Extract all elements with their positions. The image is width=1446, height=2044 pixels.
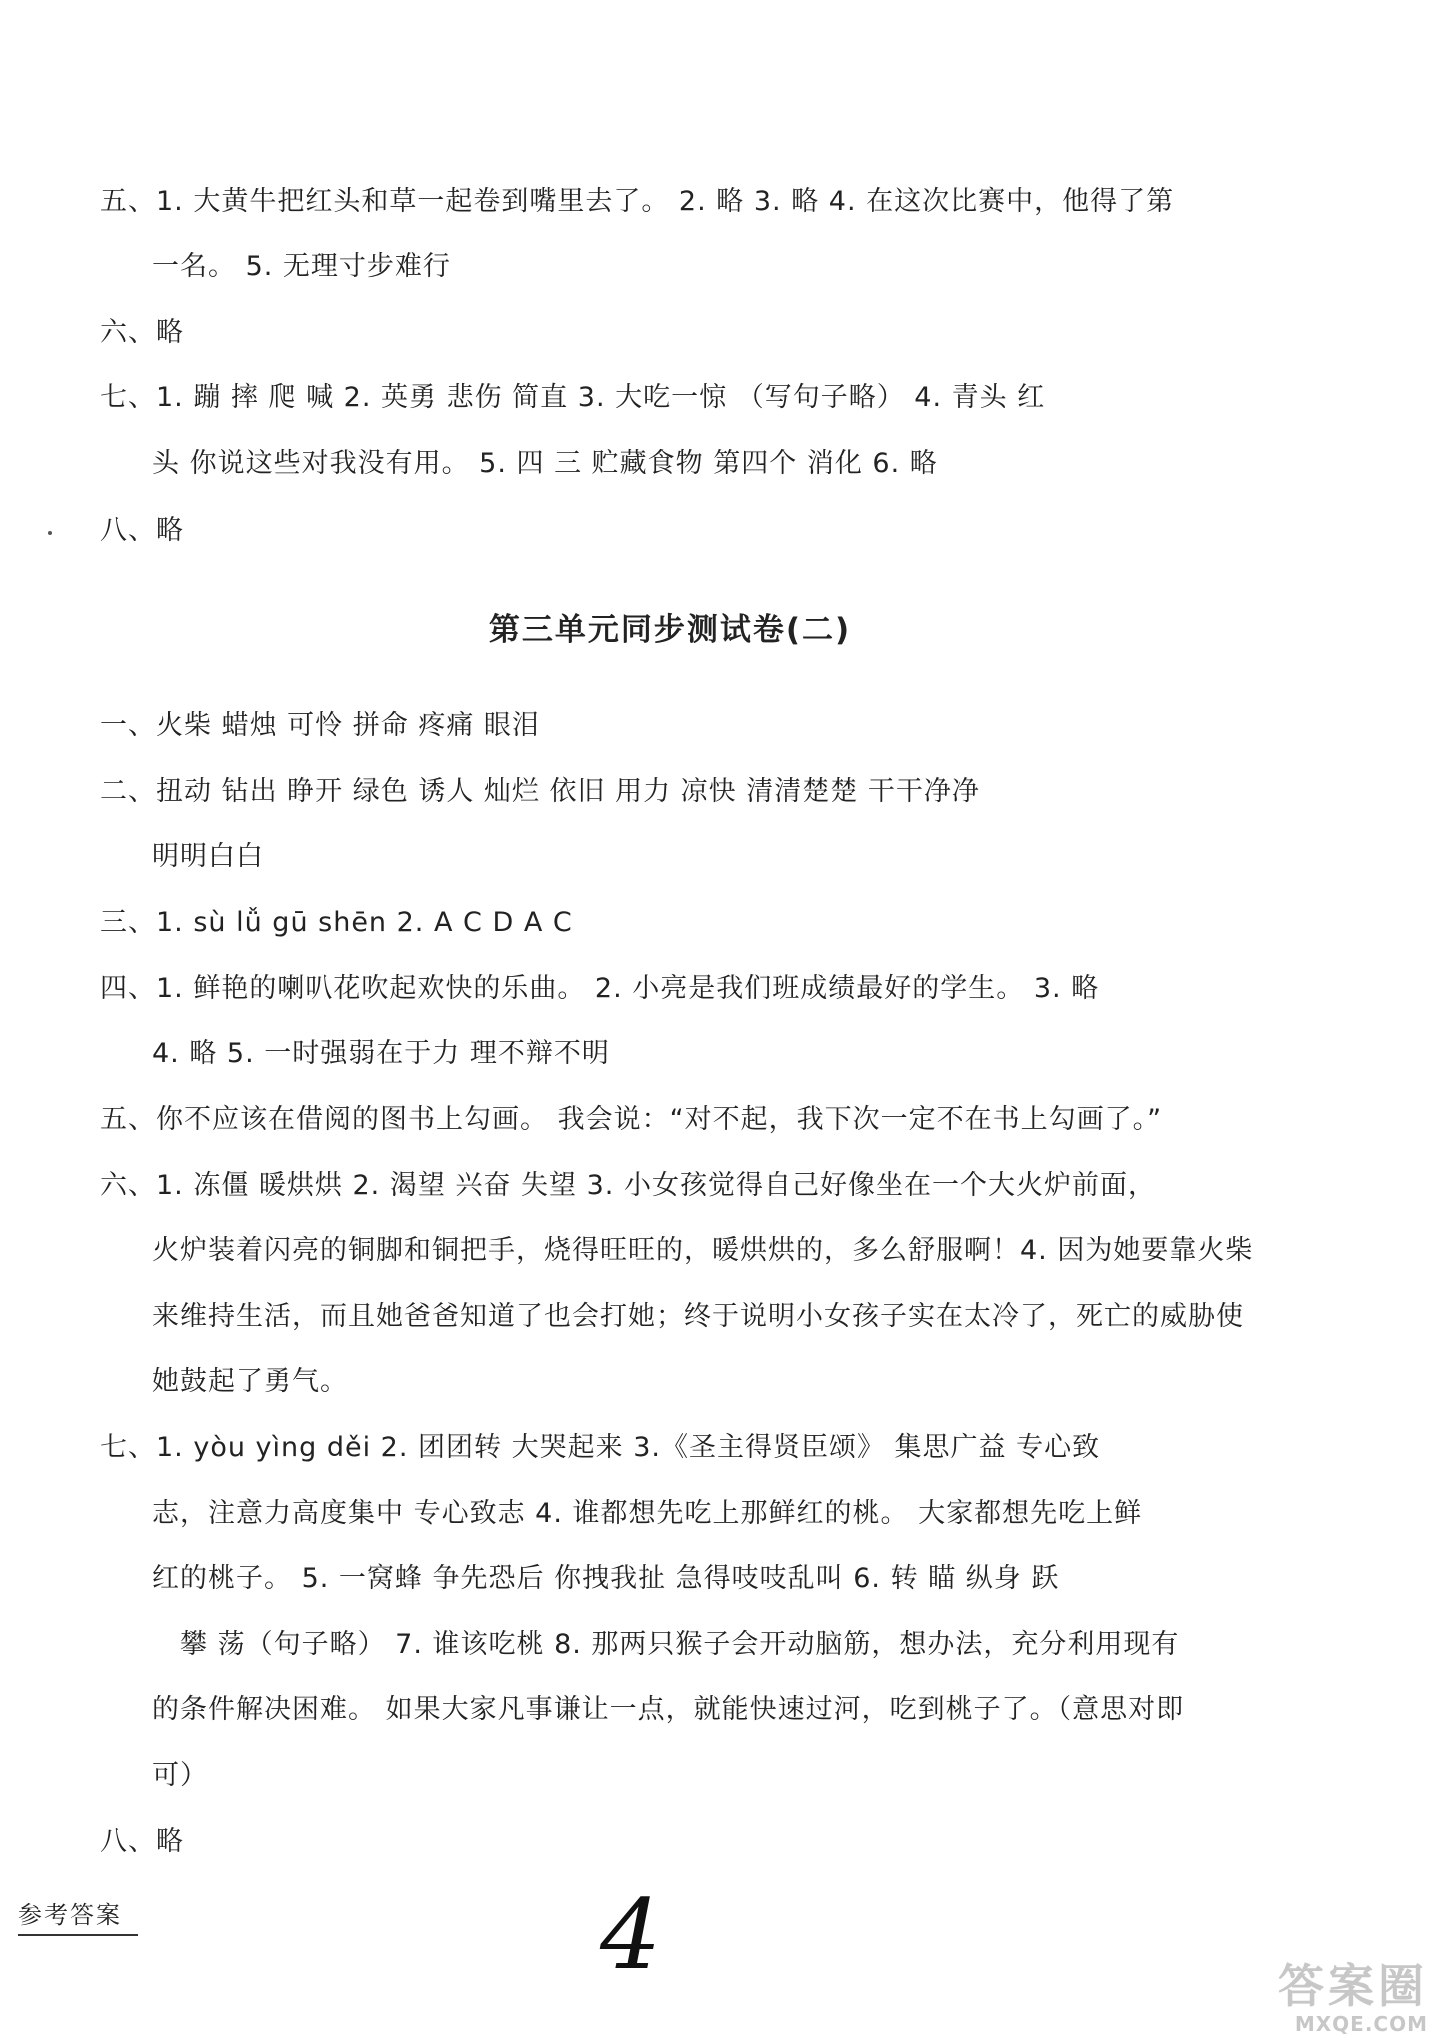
answer-line: 二、扭动 钻出 睁开 绿色 诱人 灿烂 依旧 用力 凉快 清清楚楚 干干净净 [100, 776, 980, 807]
footer-label: 参考答案 [18, 1901, 122, 1929]
answer-line: 四、1. 鲜艳的喇叭花吹起欢快的乐曲。 2. 小亮是我们班成绩最好的学生。 3. 略 [100, 973, 1100, 1004]
footer-divider [18, 1934, 138, 1936]
answer-line: 的条件解决困难。 如果大家凡事谦让一点，就能快速过河，吃到桃子了。（意思对即 [152, 1694, 1185, 1725]
answer-line: 八、略 [100, 515, 184, 546]
answer-line: 头 你说这些对我没有用。 5. 四 三 贮藏食物 第四个 消化 6. 略 [152, 448, 938, 479]
answer-line: 红的桃子。 5. 一窝蜂 争先恐后 你拽我扯 急得吱吱乱叫 6. 转 瞄 纵身 跃 [152, 1563, 1060, 1594]
answer-line: 可） [152, 1760, 208, 1791]
answer-line: 一名。 5. 无理寸步难行 [152, 251, 451, 282]
answer-line: 明明白白 [152, 841, 264, 872]
watermark-logo-text: 答案圈 [1278, 1959, 1428, 2013]
answer-line: 火炉装着闪亮的铜脚和铜把手，烧得旺旺的，暖烘烘的，多么舒服啊！4. 因为她要靠火柴 [152, 1235, 1254, 1266]
answer-line: 攀 荡（句子略） 7. 谁该吃桃 8. 那两只猴子会开动脑筋，想办法，充分利用现有 [180, 1629, 1180, 1660]
answer-line: 七、1. 蹦 摔 爬 喊 2. 英勇 悲伤 简直 3. 大吃一惊 （写句子略） 4. 青头 红 [100, 382, 1046, 413]
page-number: 4 [600, 1879, 662, 1991]
scan-dot [48, 531, 52, 535]
answer-line: 志，注意力高度集中 专心致志 4. 谁都想先吃上那鲜红的桃。 大家都想先吃上鲜 [152, 1498, 1143, 1529]
answer-line: 八、略 [100, 1826, 184, 1857]
answer-line: 五、1. 大黄牛把红头和草一起卷到嘴里去了。 2. 略 3. 略 4. 在这次比赛中，他得了第 [100, 186, 1175, 217]
answer-line: 五、你不应该在借阅的图书上勾画。 我会说：“对不起，我下次一定不在书上勾画了。” [100, 1104, 1163, 1135]
answer-line: 4. 略 5. 一时强弱在于力 理不辩不明 [152, 1038, 610, 1069]
answer-line: 七、1. yòu yìng děi 2. 团团转 大哭起来 3.《圣主得贤臣颂》 集思广益 专心致 [100, 1432, 1101, 1463]
answer-line: 六、略 [100, 317, 184, 348]
watermark-url: MXQE.COM [1294, 2012, 1428, 2036]
answer-line: 一、火柴 蜡烛 可怜 拼命 疼痛 眼泪 [100, 710, 540, 741]
answer-line: 三、1. sù lǚ gū shēn 2. A C D A C [100, 907, 573, 938]
section-title: 第三单元同步测试卷(二) [488, 612, 852, 648]
watermark [1278, 1960, 1428, 2036]
answer-line: 六、1. 冻僵 暖烘烘 2. 渴望 兴奋 失望 3. 小女孩觉得自己好像坐在一个大火炉前面， [100, 1170, 1156, 1201]
answer-line: 来维持生活，而且她爸爸知道了也会打她；终于说明小女孩子实在太冷了，死亡的威胁使 [152, 1301, 1244, 1332]
answer-line: 她鼓起了勇气。 [152, 1366, 348, 1397]
